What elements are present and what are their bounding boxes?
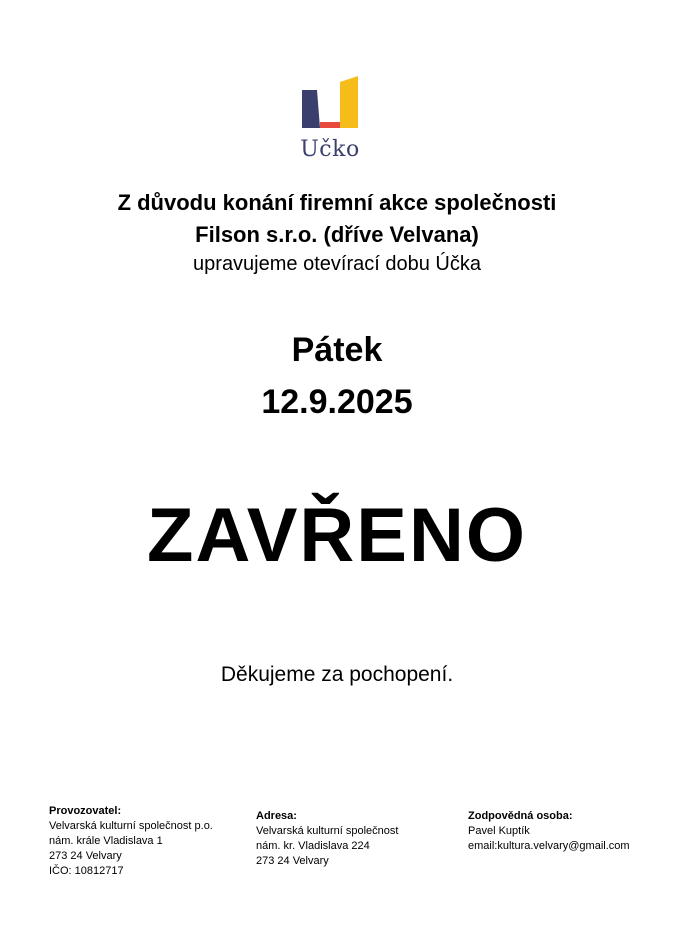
operator-line: IČO: 10812717 xyxy=(49,865,124,877)
contact-label: Zodpovědná osoba: xyxy=(468,810,573,822)
operator-label: Provozovatel: xyxy=(49,805,122,817)
date-label: 12.9.2025 xyxy=(261,383,413,421)
operator-line: nám. krále Vladislava 1 xyxy=(49,835,163,847)
logo-wordmark: Učko xyxy=(300,137,360,162)
operator-line: Velvarská kulturní společnost p.o. xyxy=(49,820,213,832)
address-line: 273 24 Velvary xyxy=(256,855,329,867)
operator-line: 273 24 Velvary xyxy=(49,850,122,862)
thanks-text: Děkujeme za pochopení. xyxy=(220,663,454,686)
footer-address xyxy=(256,809,398,869)
contact-name: Pavel Kuptík xyxy=(468,825,530,837)
closed-status: ZAVŘENO xyxy=(147,493,527,578)
footer-operator xyxy=(49,804,213,879)
address-line: Velvarská kulturní společnost xyxy=(256,825,399,837)
address-label: Adresa: xyxy=(256,810,297,822)
announcement-line-3: upravujeme otevírací dobu Účka xyxy=(193,253,481,275)
day-label: Pátek xyxy=(291,331,383,369)
announcement-line-2: Filson s.r.o. (dříve Velvana) xyxy=(195,222,479,247)
contact-email: email:kultura.velvary@gmail.com xyxy=(468,840,630,852)
address-line: nám. kr. Vladislava 224 xyxy=(256,840,370,852)
ucko-logo-mark xyxy=(298,74,362,134)
footer-contact xyxy=(468,809,630,854)
ucko-logo xyxy=(298,74,362,164)
announcement-line-1: Z důvodu konání firemní akce společnosti xyxy=(117,190,557,215)
